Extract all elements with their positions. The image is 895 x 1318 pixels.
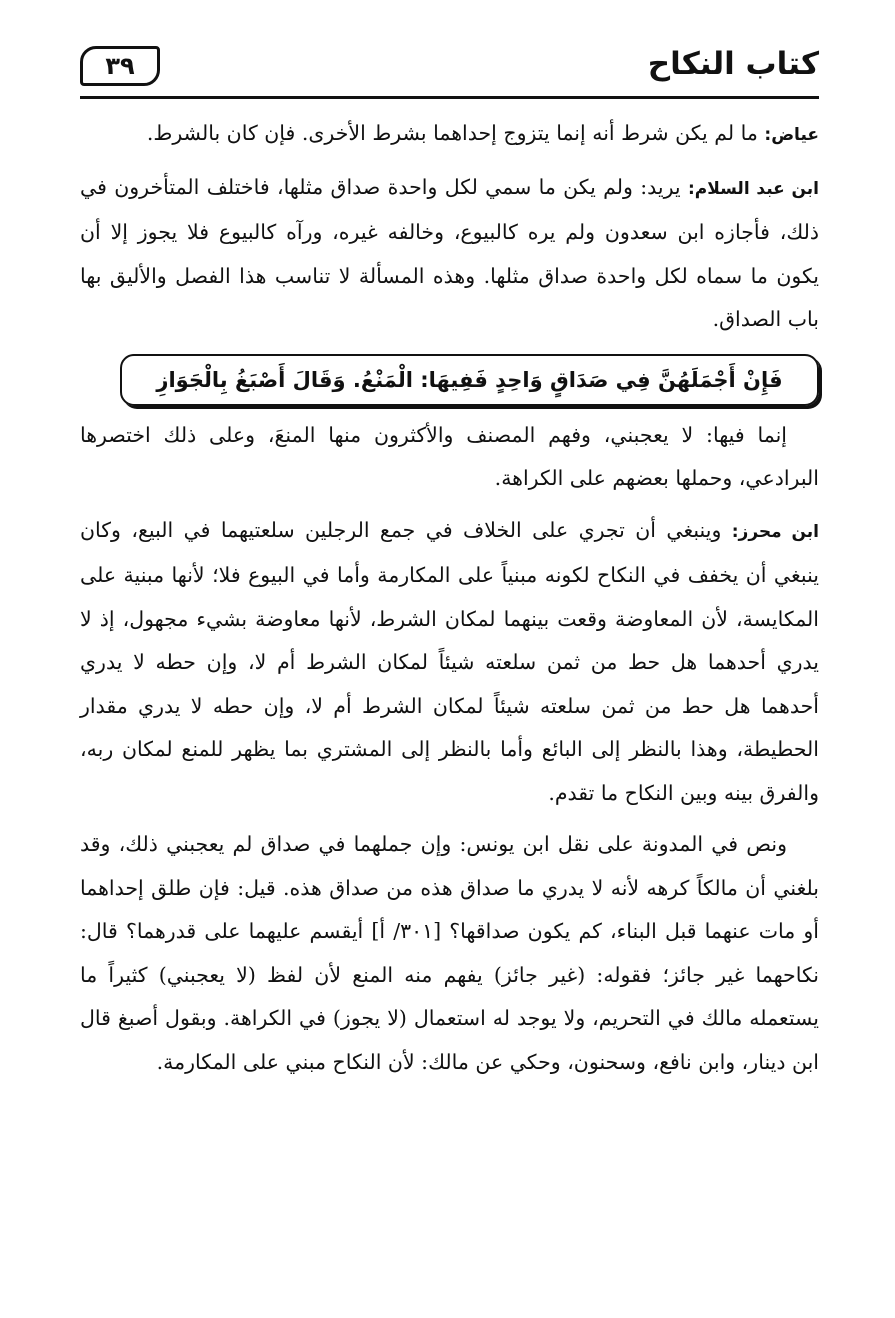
- paragraph-text: إنما فيها: لا يعجبني، وفهم المصنف والأكثرون منها المنعَ، وعلى ذلك اختصرها البرادعي، وحملها بعضهم على الكراهة.: [80, 422, 819, 490]
- speaker-name: ابن محرز:: [731, 521, 819, 542]
- paragraph-commentary: [80, 414, 819, 501]
- paragraph-text: وينبغي أن تجري على الخلاف في جمع الرجلين سلعتيهما في البيع، وكان ينبغي أن يخفف في النكاح لكونه مبنياً على المكارمة وأما في البيوع فلا؛ لأنها مبنية على المكايسة، لأن المعاوضة وقعت بينهما لمكان الشرط، لأنها معاوضة بشيء مجهول، إذ لا يدري أحدهما هل حط من ثمن سلعته شيئاً لمكان الشرط أم لا، وإن حطه لا يدري أحدهما هل حط من ثمن سلعته شيئاً لمكان الشرط أم لا، وإن حطه لا يدري مقدار الحطيطة، وهذا بالنظر إلى البائع وأما بالنظر إلى المشتري بما يظهر للمنع لمكان ربه، والفرق بينه وبين النكاح ما تقدم.: [80, 517, 819, 805]
- paragraph-ibn-muhriz: [80, 509, 819, 816]
- header-rule: [80, 96, 819, 99]
- paragraph-ibn-abd-al-salam: [80, 166, 819, 342]
- paragraph-text: يريد: ولم يكن ما سمي لكل واحدة صداق مثلها، فاختلف المتأخرون في ذلك، فأجازه ابن سعدون ولم يره كالبيوع، وخالفه غيره، ورآه كالبيوع فلا يجوز إلا أن يكون ما سماه لكل واحدة صداق مثلها. وهذه المسألة لا تناسب هذا الفصل والأليق بها باب الصداق.: [80, 174, 819, 331]
- page-body: [80, 112, 819, 1092]
- page-number-box: [80, 46, 160, 86]
- paragraph-iyad: [80, 112, 819, 158]
- running-header-title: كتاب النكاح: [647, 46, 819, 82]
- paragraph-mudawwana: [80, 823, 819, 1084]
- paragraph-text: ما لم يكن شرط أنه إنما يتزوج إحداهما بشرط الأخرى. فإن كان بالشرط.: [146, 121, 765, 145]
- speaker-name: ابن عبد السلام:: [687, 178, 819, 199]
- matn-text-box: فَإِنْ أَجْمَلَهُنَّ فِي صَدَاقٍ وَاحِدٍ فَفِيهَا: الْمَنْعُ. وَقَالَ أَصْبَغُ بِالْجَوَازِ: [120, 354, 819, 406]
- paragraph-text: ونص في المدونة على نقل ابن يونس: وإن جملهما في صداق لم يعجبني ذلك، وقد بلغني أن مالكاً كرهه لأنه لا يدري ما صداق هذه من صداق هذه. قيل: فإن طلق إحداهما أو مات عنهما قبل البناء، كم يكون صداقها؟ [٣٠١/ أ] أيقسم عليهما على قدرهما؟ قال: نكاحهما غير جائز؛ فقوله: (غير جائز) يفهم منه المنع لأن لفظ (لا يعجبني) كثيراً ما يستعمله مالك في التحريم، ولا يوجد له استعمال (لا يجوز) في الكراهة. وبقول أصبغ قال ابن دينار، وابن نافع، وسحنون، وحكي عن مالك: لأن النكاح مبني على المكارمة.: [80, 832, 820, 1074]
- speaker-name: عياض:: [764, 125, 819, 145]
- page-number: ٣٩: [105, 52, 135, 80]
